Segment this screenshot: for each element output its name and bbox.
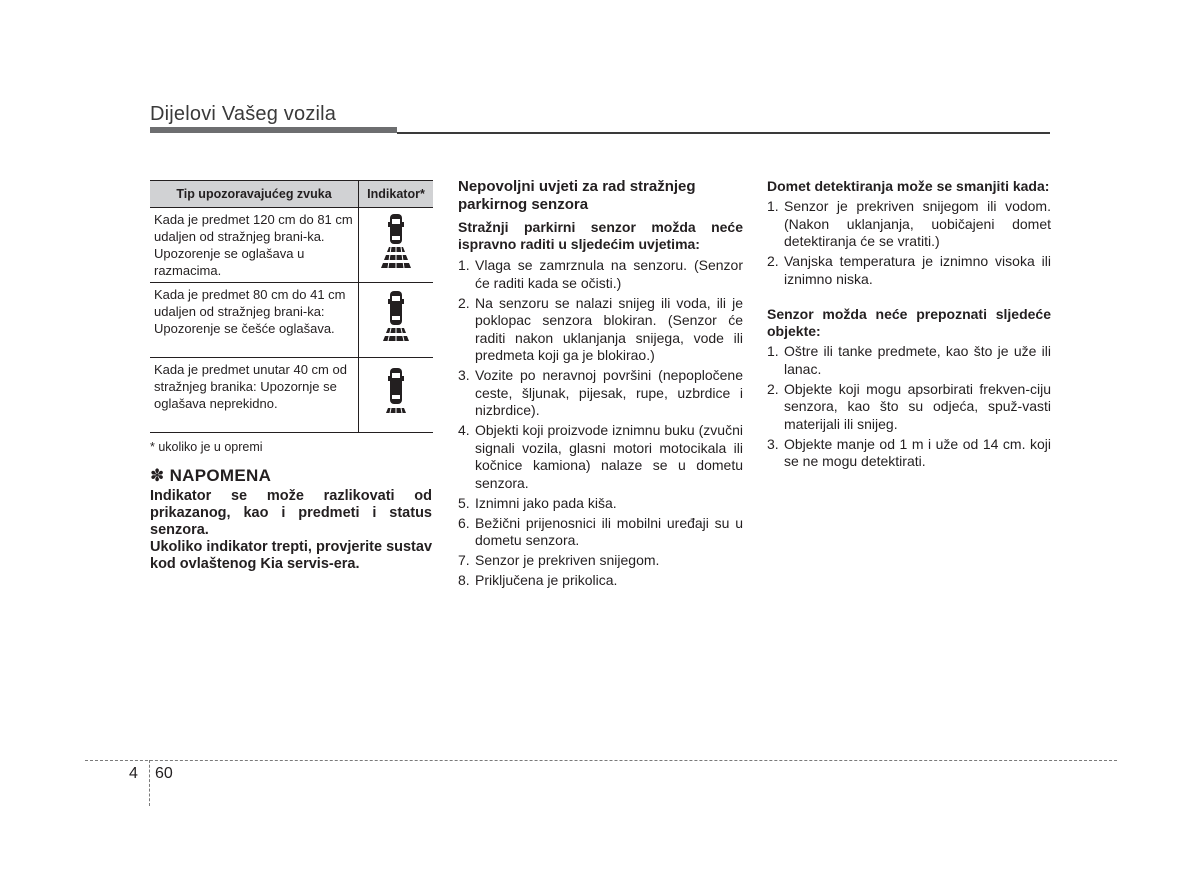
list-item: 8. Priključena je prikolica.: [458, 572, 618, 588]
note-body: [150, 488, 432, 573]
table-cell-indicator: [359, 208, 434, 283]
list-item: 2. Vanjska temperatura je iznimno visoka ili iznimno niska.: [767, 253, 1051, 287]
objects-list: [767, 343, 1051, 471]
note-paragraph: Indikator se može razlikovati od prikazanog, kao i predmeti i status senzora.: [150, 488, 432, 538]
table-cell-indicator: [359, 283, 434, 358]
asterisk-icon: ✽: [150, 466, 165, 485]
page-number: 60: [155, 765, 173, 782]
list-item: 1. Vlaga se zamrznula na senzoru. (Senzor će raditi kada se očisti.): [458, 257, 743, 291]
header-rule: [397, 132, 1050, 134]
table-row: [150, 358, 433, 433]
car-rear-1-zone-icon: [376, 362, 416, 424]
list-item: 4. Objekti koji proizvode iznimnu buku (zvučni signali vozila, glasni motori motocikala ili kočnice kamiona) nalaze se u dometu senzora.: [458, 422, 743, 491]
footer-divider: [85, 760, 1117, 761]
range-list: [767, 198, 1051, 288]
list-item: 1. Senzor je prekriven snijegom ili vodom. (Nakon uklanjanja, uobičajeni domet detektiranja će se vratiti.): [767, 198, 1051, 249]
conditions-list: [458, 257, 743, 590]
car-rear-2-zones-icon: [376, 287, 416, 349]
list-item: 3. Objekte manje od 1 m i uže od 14 cm. koji se ne mogu detektirati.: [767, 435, 1051, 469]
table-header-type: Tip upozoravajućeg zvuka: [150, 181, 359, 208]
chapter-number: 4: [129, 765, 138, 782]
section-intro: Stražnji parkirni senzor možda neće ispravno raditi u sljedećim uvjetima:: [458, 219, 743, 252]
page-title: Dijelovi Vašeg vozila: [150, 103, 337, 125]
note-title: NAPOMENA: [169, 466, 272, 485]
list-item: 2. Objekte koji mogu apsorbirati frekven-ciju senzora, kao što su odjeća, spuž-vasti materijali ili snijeg.: [767, 380, 1051, 432]
table-header-indicator: Indikator*: [359, 181, 434, 208]
warning-sound-table: [150, 180, 433, 433]
footer-vertical-divider: [149, 760, 150, 806]
table-header-row: [150, 181, 433, 208]
table-cell-text: Kada je predmet unutar 40 cm od stražnjeg branika: Upozornje se oglašava neprekidno.: [150, 358, 359, 433]
list-item: 7. Senzor je prekriven snijegom.: [458, 552, 660, 568]
section-intro: Domet detektiranja može se smanjiti kada:: [767, 178, 1050, 194]
column-detection-range: [767, 178, 1051, 473]
table-cell-text: Kada je predmet 120 cm do 81 cm udaljen od stražnjeg brani-ka. Upozorenje se oglašava u razmacima.: [150, 208, 359, 283]
column-adverse-conditions: [458, 178, 743, 592]
table-footnote: * ukoliko je u opremi: [150, 440, 263, 454]
table-cell-text: Kada je predmet 80 cm do 41 cm udaljen od stražnjeg brani-ka: Upozorenje se češće oglašava.: [150, 283, 359, 358]
list-item: 5. Iznimni jako pada kiša.: [458, 494, 617, 511]
note-heading: [150, 466, 271, 486]
header-accent-bar: [150, 127, 397, 133]
car-rear-3-zones-icon: [376, 212, 416, 274]
list-item: 6. Bežični prijenosnici ili mobilni uređaji su u dometu senzora.: [458, 514, 743, 548]
section-heading: Nepovoljni uvjeti za rad stražnjeg parkirnog senzora: [458, 178, 696, 213]
table-row: [150, 283, 433, 358]
list-item: 3. Vozite po neravnoj površini (nepopločene ceste, šljunak, pijesak, rupe, uzbrdice i nizbrdice).: [458, 367, 743, 418]
table-row: [150, 208, 433, 283]
list-item: 1. Oštre ili tanke predmete, kao što je uže ili lanac.: [767, 343, 1051, 377]
table-cell-indicator: [359, 358, 434, 433]
note-paragraph: Ukoliko indikator trepti, provjerite sustav kod ovlaštenog Kia servis-era.: [150, 539, 433, 572]
list-item: 2. Na senzoru se nalazi snijeg ili voda, ili je poklopac senzora blokiran. (Senzor će raditi nakon uklanjanja snijega, vode ili predmeta koji ga je blokirao.): [458, 294, 743, 363]
section-intro: Senzor možda neće prepoznati sljedeće objekte:: [767, 306, 1051, 339]
